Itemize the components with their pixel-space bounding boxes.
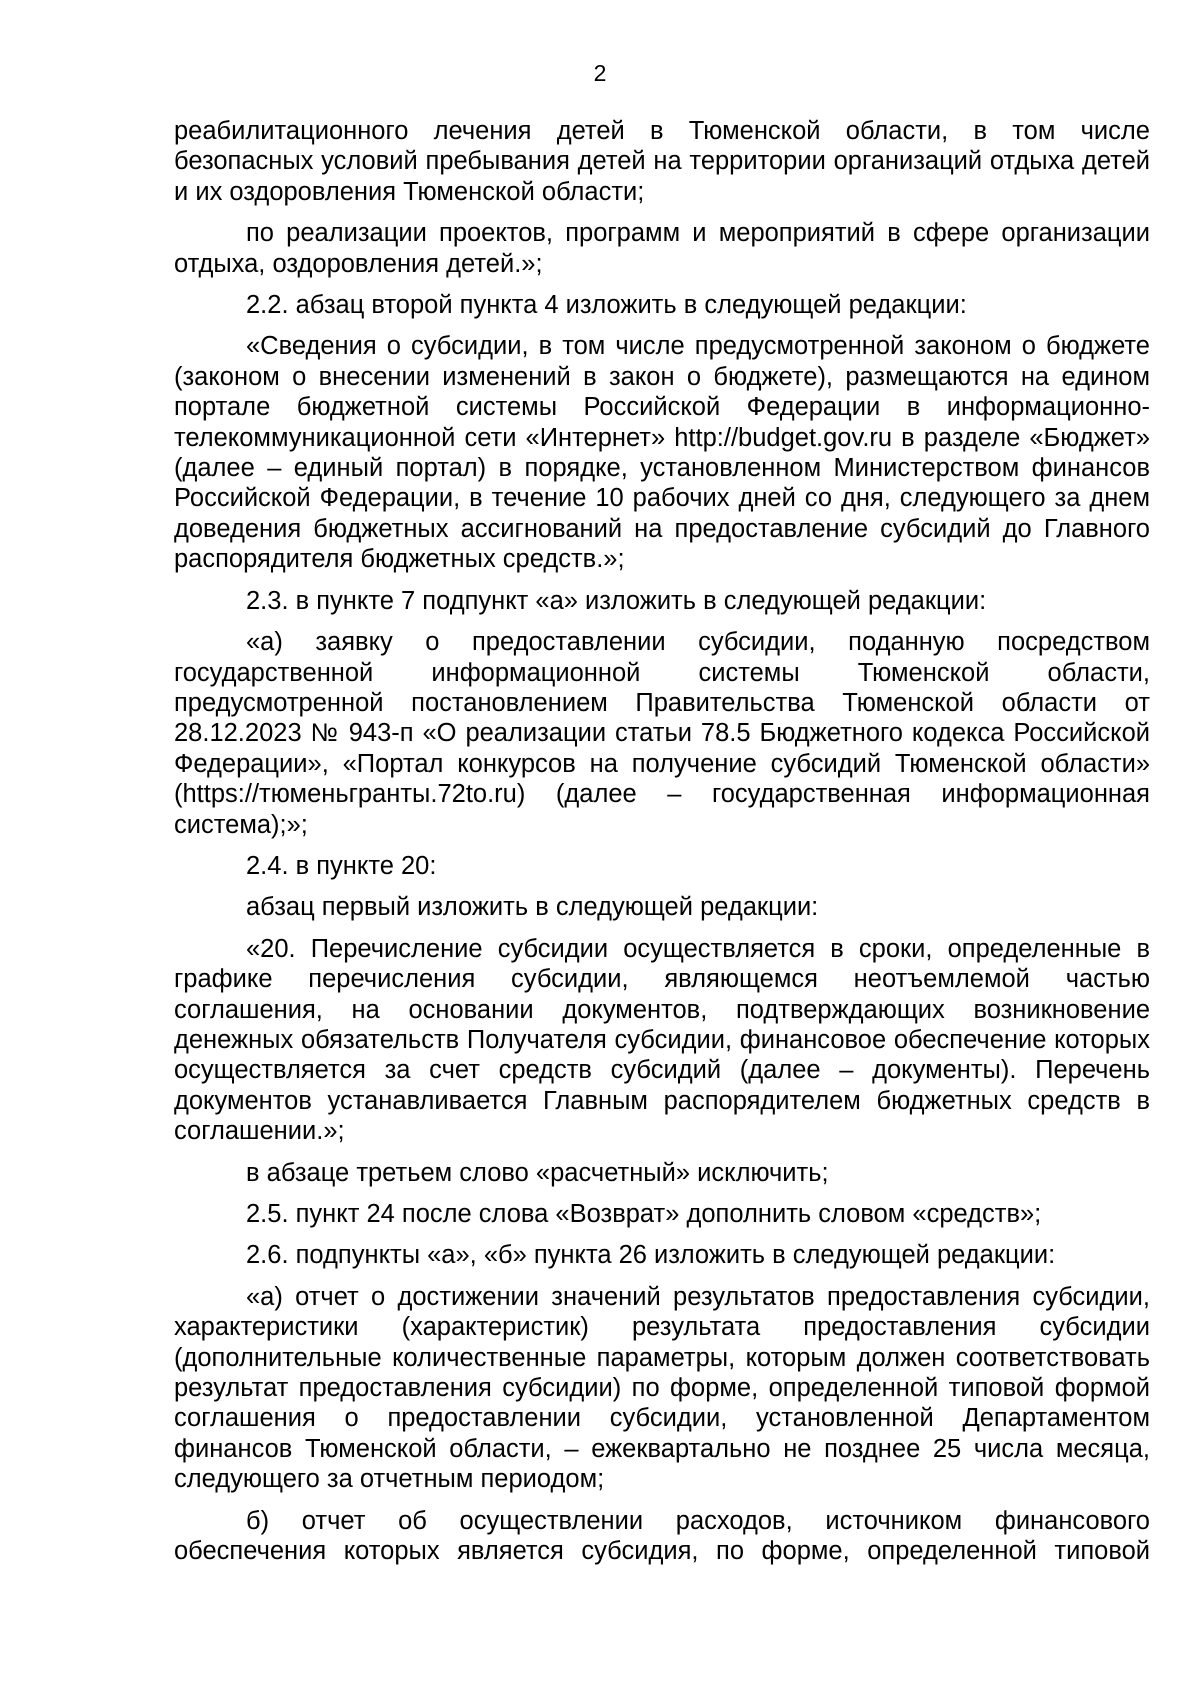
paragraph-report-results: «а) отчет о достижении значений результатов предоставления субсидии, характеристики (характеристик) результата предоставления субсидии (дополнительные количественные параметры, которым должен соответствовать результат предоставления субсидии) по форме, определенной типовой формой соглашения о предоставлении субсидии, установленной Департаментом финансов Тюменской области, – ежеквартально не позднее 25 числа месяца, следующего за отчетным периодом; <box>174 1282 1150 1494</box>
paragraph-item-2-2: 2.2. абзац второй пункта 4 изложить в следующей редакции: <box>246 291 967 320</box>
paragraph-first-abzac: абзац первый изложить в следующей редакции: <box>246 893 819 922</box>
paragraph-subsidy-info: «Сведения о субсидии, в том числе предусмотренной законом о бюджете (законом о внесении изменений в закон о бюджете), размещаются на едином портале бюджетной системы Российской Федерации в информационно-телекоммуникационной сети «Интернет» http://budget.gov.ru в разделе «Бюджет» (далее – единый портал) в порядке, установленном Министерством финансов Российской Федерации, в течение 10 рабочих дней со дня, следующего за днем доведения бюджетных ассигнований на предоставление субсидий до Главного распорядителя бюджетных средств.»; <box>174 332 1150 574</box>
paragraph-application: «а) заявку о предоставлении субсидии, поданную посредством государственной информационной системы Тюменской области, предусмотренной постановлением Правительства Тюменской области от 28.12.2023 № 943-п «О реализации статьи 78.5 Бюджетного кодекса Российской Федерации», «Портал конкурсов на получение субсидий Тюменской области» (https://тюменьгранты.72to.ru) (далее – государственная информационная система);»; <box>174 628 1150 839</box>
paragraph-item-2-3: 2.3. в пункте 7 подпункт «а» изложить в следующей редакции: <box>246 586 987 615</box>
paragraph-third-abzac: в абзаце третьем слово «расчетный» исключить; <box>246 1158 829 1187</box>
page-number: 2 <box>593 60 607 86</box>
paragraph-report-expenses: б) отчет об осуществлении расходов, источником финансового обеспечения которых является субсидия, по форме, определенной типовой <box>174 1506 1150 1566</box>
paragraph-item-2-5: 2.5. пункт 24 после слова «Возврат» дополнить словом «средств»; <box>246 1200 1042 1228</box>
paragraph-continuation-rehabilitation: реабилитационного лечения детей в Тюменской области, в том числе безопасных условий пребывания детей на территории организаций отдыха детей и их оздоровления Тюменской области; <box>174 117 1150 206</box>
paragraph-item-2-6: 2.6. подпункты «а», «б» пункта 26 изложить в следующей редакции: <box>246 1241 1056 1270</box>
paragraph-projects-programs: по реализации проектов, программ и мероприятий в сфере организации отдыха, оздоровления детей.»; <box>174 219 1150 278</box>
paragraph-item-2-4: 2.4. в пункте 20: <box>246 851 437 880</box>
document-body <box>174 116 1150 1566</box>
paragraph-item-20-transfer: «20. Перечисление субсидии осуществляется в сроки, определенные в графике перечисления субсидии, являющемся неотъемлемой частью соглашения, на основании документов, подтверждающих возникновение денежных обязательств Получателя субсидии, финансовое обеспечение которых осуществляется за счет средств субсидий (далее – документы). Перечень документов устанавливается Главным распорядителем бюджетных средств в соглашении.»; <box>174 934 1150 1146</box>
